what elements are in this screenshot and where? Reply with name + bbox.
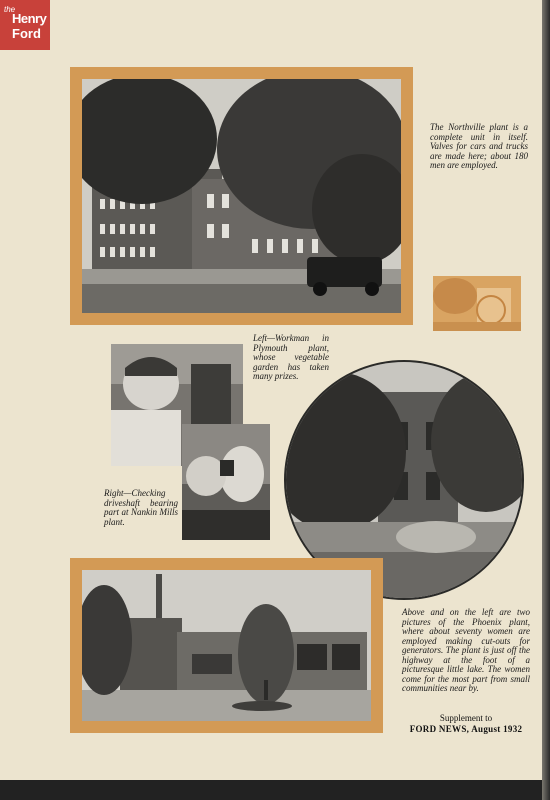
left-workman-caption: Left—Workman in Plymouth plant, whose vegetable garden has taken many prizes. bbox=[253, 333, 329, 381]
logo-text-henry: Henry bbox=[12, 11, 47, 26]
northville-plant-photo bbox=[82, 79, 401, 313]
northville-photo-frame bbox=[70, 67, 413, 325]
page-binding-edge bbox=[542, 0, 550, 800]
northville-caption: The Northville plant is a complete unit in itself. Valves for cars and trucks are made here; about 180 men are employed. bbox=[430, 122, 528, 170]
right-checking-caption: Right—Checking driveshaft bearing part at Nankin Mills plant. bbox=[104, 488, 178, 527]
nankin-mills-photo bbox=[182, 424, 270, 540]
henry-ford-logo bbox=[0, 0, 50, 50]
supplement-footer bbox=[402, 713, 530, 735]
page-bottom-shadow bbox=[0, 780, 542, 800]
mill-thumbnail bbox=[433, 276, 521, 331]
phoenix-caption: Above and on the left are two pictures of the Phoenix plant, where about seventy women are employed making cut-outs for generators. The plant is just off the highway at the foot of a picturesque little lake. The women come for the most part from small communities near by. bbox=[402, 607, 530, 693]
supplement-line: Supplement to bbox=[439, 713, 493, 723]
phoenix-plant-photo bbox=[82, 570, 371, 721]
logo-text-the: the bbox=[4, 5, 16, 14]
ford-news-date: FORD NEWS, August 1932 bbox=[409, 724, 523, 734]
logo-text-ford: Ford bbox=[12, 26, 41, 41]
phoenix-photo-frame bbox=[70, 558, 383, 733]
